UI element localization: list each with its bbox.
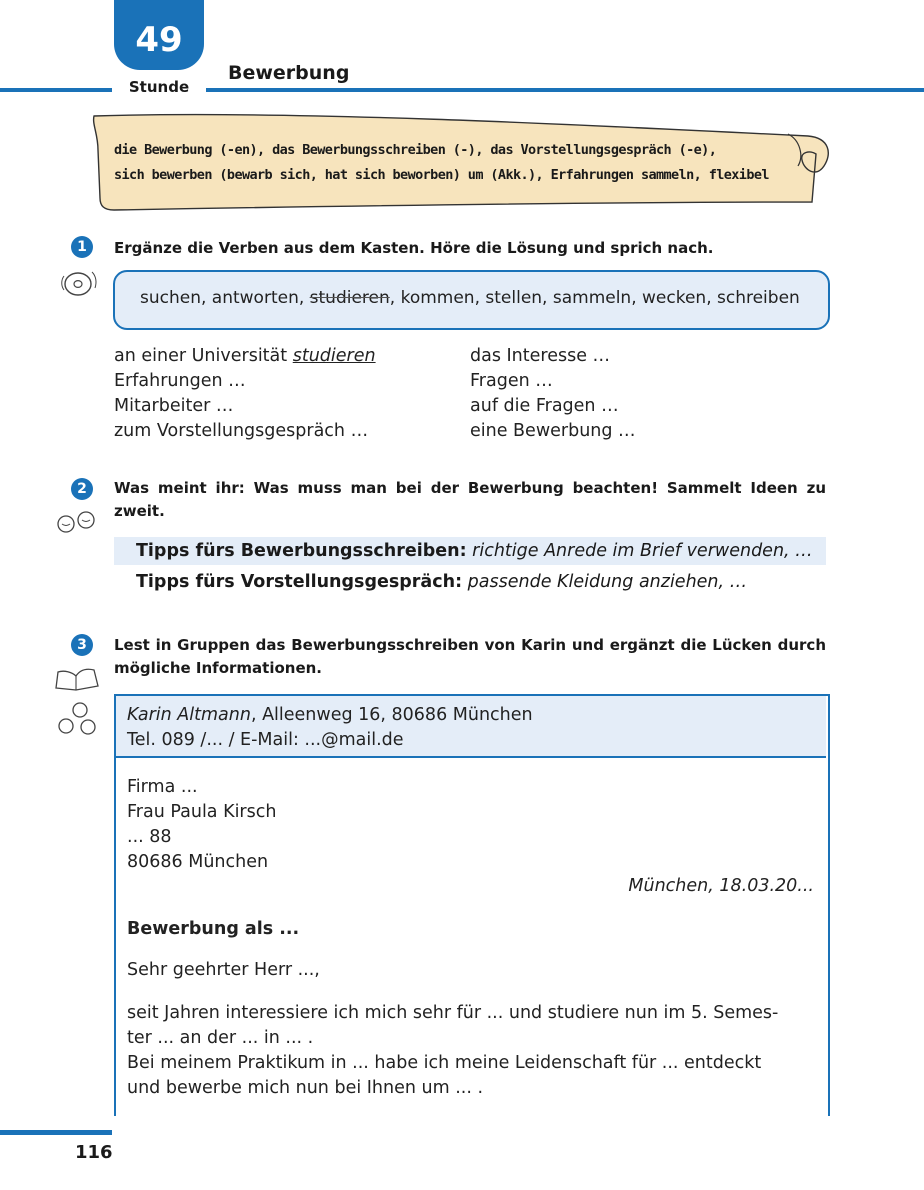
recipient-line-3: ... 88: [127, 827, 172, 847]
header-rule-left: [0, 88, 112, 92]
tip-1-label: Tipps fürs Bewerbungsschreiben:: [136, 541, 467, 561]
phrase-right-2: Fragen …: [470, 371, 553, 391]
verb-list: [140, 288, 800, 308]
exercise-2-instruction: Was meint ihr: Was muss man bei der Bewerbung beachten! Sammelt Ideen zu zweit.: [114, 479, 826, 520]
open-book-icon: [52, 664, 102, 694]
phrase-left-1: [114, 344, 376, 369]
recipient-line-1: Firma ...: [127, 777, 198, 797]
exercise-2-number: 2: [71, 478, 93, 500]
lesson-number: 49: [135, 20, 183, 60]
exercise-3-instruction: Lest in Gruppen das Bewerbungsschreiben von Karin und ergänzt die Lücken durch mögliche Informationen.: [114, 636, 826, 677]
letter-salutation: Sehr geehrter Herr ...,: [127, 960, 320, 980]
sender-address: , Alleenweg 16, 80686 München: [250, 705, 533, 725]
vocab-line-1: die Bewerbung (-en), das Bewerbungsschreiben (-), das Vorstellungsgespräch (-e),: [114, 142, 717, 158]
phrase-right-4: eine Bewerbung …: [470, 421, 636, 441]
tip-2-text: passende Kleidung anziehen, …: [467, 572, 748, 592]
exercise-3-number: 3: [71, 634, 93, 656]
header-rule-right: [206, 88, 924, 92]
recipient-block: [127, 775, 276, 875]
letter-body-line-3: Bei meinem Praktikum in ... habe ich meine Leidenschaft für ... entdeckt: [127, 1053, 762, 1073]
recipient-line-2: Frau Paula Kirsch: [127, 802, 277, 822]
sender-contact: Tel. 089 /... / E-Mail: ...@mail.de: [127, 730, 404, 750]
recipient-line-4: 80686 München: [127, 852, 269, 872]
tip-1-text: richtige Anrede im Brief verwenden, …: [472, 541, 813, 561]
phrase-right-1: das Interesse …: [470, 346, 611, 366]
verb-struck: studieren: [309, 288, 390, 308]
phrase-left-3: Mitarbeiter …: [114, 396, 234, 416]
phrase-left-4: zum Vorstellungsgespräch …: [114, 421, 369, 441]
vocab-line-2: sich bewerben (bewarb sich, hat sich beworben) um (Akk.), Erfahrungen sammeln, flexibel: [114, 167, 769, 183]
letter-date: München, 18.03.20...: [628, 876, 814, 896]
exercise-1-number: 1: [71, 236, 93, 258]
letter-body-line-1: seit Jahren interessiere ich mich sehr für ... und studiere nun im 5. Semes-: [127, 1003, 779, 1023]
pair-talk-icon: [52, 508, 102, 536]
phrase-right-3: auf die Fragen …: [470, 396, 619, 416]
example-answer: studieren: [292, 346, 376, 366]
vocab-list: [114, 138, 794, 188]
phrase-left-1-text: an einer Universität: [114, 346, 288, 366]
page-title: Bewerbung: [228, 62, 350, 84]
lesson-label: Stunde: [128, 78, 190, 96]
sender-line: [127, 703, 533, 728]
sender-name: Karin Altmann: [127, 705, 251, 725]
letter-body: [127, 1001, 817, 1101]
footer-rule: [0, 1130, 112, 1135]
phrase-left-2: Erfahrungen …: [114, 371, 246, 391]
tip-row-2: [114, 568, 826, 596]
letter-body-line-2: ter ... an der ... in ... .: [127, 1028, 314, 1048]
cd-icon: [58, 266, 100, 300]
phrase-column-right: [470, 344, 636, 444]
verb-list-before: suchen, antworten,: [140, 288, 305, 308]
group-icon: [52, 700, 102, 738]
tip-2-label: Tipps fürs Vorstellungsgespräch:: [136, 572, 463, 592]
letter-body-line-4: und bewerbe mich nun bei Ihnen um ... .: [127, 1078, 484, 1098]
exercise-1-instruction: Ergänze die Verben aus dem Kasten. Höre die Lösung und sprich nach.: [114, 239, 714, 257]
letter-subject: Bewerbung als ...: [127, 919, 300, 939]
page-number: 116: [75, 1142, 113, 1163]
verb-list-after: , kommen, stellen, sammeln, wecken, schreiben: [389, 288, 800, 308]
phrase-column-left: [114, 344, 376, 444]
tip-row-1: [114, 537, 826, 565]
